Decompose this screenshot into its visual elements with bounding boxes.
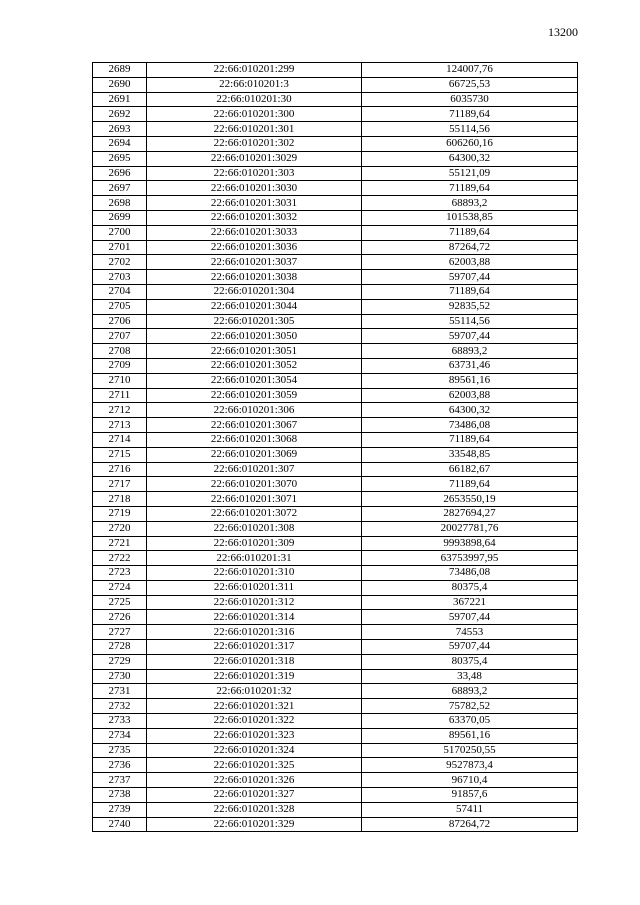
table-row <box>93 314 578 329</box>
table-row <box>93 181 578 196</box>
cadastral-value-cell: 66182,67 <box>362 462 578 477</box>
row-number-cell: 2728 <box>93 640 147 655</box>
row-number-cell: 2727 <box>93 625 147 640</box>
row-number-cell: 2722 <box>93 551 147 566</box>
row-number-cell: 2707 <box>93 329 147 344</box>
cadastral-value-cell: 68893,2 <box>362 196 578 211</box>
row-number-cell: 2740 <box>93 817 147 832</box>
row-number-cell: 2701 <box>93 240 147 255</box>
table-row <box>93 240 578 255</box>
cadastral-value-cell: 74553 <box>362 625 578 640</box>
cadastral-value-cell: 73486,08 <box>362 418 578 433</box>
cadastral-number-cell: 22:66:010201:3050 <box>147 329 362 344</box>
cadastral-number-cell: 22:66:010201:328 <box>147 802 362 817</box>
cadastral-value-cell: 63753997,95 <box>362 551 578 566</box>
table-row <box>93 817 578 832</box>
cadastral-number-cell: 22:66:010201:3051 <box>147 344 362 359</box>
cadastral-value-cell: 63731,46 <box>362 358 578 373</box>
cadastral-number-cell: 22:66:010201:300 <box>147 107 362 122</box>
cadastral-value-cell: 63370,05 <box>362 714 578 729</box>
row-number-cell: 2712 <box>93 403 147 418</box>
row-number-cell: 2736 <box>93 758 147 773</box>
cadastral-number-cell: 22:66:010201:3052 <box>147 358 362 373</box>
table-row <box>93 477 578 492</box>
cadastral-number-cell: 22:66:010201:3037 <box>147 255 362 270</box>
cadastral-value-cell: 2827694,27 <box>362 506 578 521</box>
cadastral-number-cell: 22:66:010201:302 <box>147 136 362 151</box>
row-number-cell: 2729 <box>93 654 147 669</box>
cadastral-number-cell: 22:66:010201:319 <box>147 669 362 684</box>
row-number-cell: 2696 <box>93 166 147 181</box>
page-number: 13200 <box>548 25 578 39</box>
cadastral-number-cell: 22:66:010201:326 <box>147 773 362 788</box>
cadastral-value-cell: 20027781,76 <box>362 521 578 536</box>
cadastral-value-cell: 75782,52 <box>362 699 578 714</box>
cadastral-number-cell: 22:66:010201:305 <box>147 314 362 329</box>
row-number-cell: 2718 <box>93 492 147 507</box>
cadastral-number-cell: 22:66:010201:32 <box>147 684 362 699</box>
table-row <box>93 551 578 566</box>
row-number-cell: 2691 <box>93 92 147 107</box>
cadastral-value-cell: 9993898,64 <box>362 536 578 551</box>
row-number-cell: 2702 <box>93 255 147 270</box>
cadastral-value-cell: 92835,52 <box>362 299 578 314</box>
table-row <box>93 77 578 92</box>
cadastral-number-cell: 22:66:010201:3059 <box>147 388 362 403</box>
cadastral-number-cell: 22:66:010201:307 <box>147 462 362 477</box>
row-number-cell: 2732 <box>93 699 147 714</box>
cadastral-value-cell: 367221 <box>362 595 578 610</box>
table-row <box>93 625 578 640</box>
cadastral-value-cell: 71189,64 <box>362 181 578 196</box>
table-row <box>93 107 578 122</box>
table-row <box>93 151 578 166</box>
table-row <box>93 92 578 107</box>
row-number-cell: 2699 <box>93 210 147 225</box>
cadastral-value-cell: 89561,16 <box>362 373 578 388</box>
row-number-cell: 2697 <box>93 181 147 196</box>
row-number-cell: 2698 <box>93 196 147 211</box>
cadastral-value-cell: 59707,44 <box>362 329 578 344</box>
row-number-cell: 2689 <box>93 63 147 78</box>
cadastral-value-cell: 66725,53 <box>362 77 578 92</box>
cadastral-number-cell: 22:66:010201:308 <box>147 521 362 536</box>
cadastral-number-cell: 22:66:010201:306 <box>147 403 362 418</box>
cadastral-value-cell: 71189,64 <box>362 284 578 299</box>
cadastral-number-cell: 22:66:010201:321 <box>147 699 362 714</box>
cadastral-value-cell: 606260,16 <box>362 136 578 151</box>
cadastral-value-cell: 64300,32 <box>362 403 578 418</box>
row-number-cell: 2721 <box>93 536 147 551</box>
table-row <box>93 329 578 344</box>
table-row <box>93 743 578 758</box>
cadastral-value-cell: 68893,2 <box>362 684 578 699</box>
cadastral-number-cell: 22:66:010201:3 <box>147 77 362 92</box>
cadastral-value-cell: 87264,72 <box>362 817 578 832</box>
row-number-cell: 2710 <box>93 373 147 388</box>
cadastral-number-cell: 22:66:010201:30 <box>147 92 362 107</box>
table-row <box>93 536 578 551</box>
table-row <box>93 373 578 388</box>
row-number-cell: 2694 <box>93 136 147 151</box>
row-number-cell: 2706 <box>93 314 147 329</box>
table-row <box>93 403 578 418</box>
cadastral-number-cell: 22:66:010201:3036 <box>147 240 362 255</box>
cadastral-value-cell: 55121,09 <box>362 166 578 181</box>
table-row <box>93 773 578 788</box>
cadastral-value-cell: 80375,4 <box>362 654 578 669</box>
cadastral-value-cell: 101538,85 <box>362 210 578 225</box>
cadastral-number-cell: 22:66:010201:310 <box>147 566 362 581</box>
cadastral-number-cell: 22:66:010201:3072 <box>147 506 362 521</box>
cadastral-value-cell: 71189,64 <box>362 225 578 240</box>
table-row <box>93 684 578 699</box>
cadastral-number-cell: 22:66:010201:327 <box>147 788 362 803</box>
cadastral-number-cell: 22:66:010201:303 <box>147 166 362 181</box>
row-number-cell: 2709 <box>93 358 147 373</box>
cadastral-value-cell: 55114,56 <box>362 314 578 329</box>
cadastral-value-cell: 57411 <box>362 802 578 817</box>
table-row <box>93 610 578 625</box>
row-number-cell: 2725 <box>93 595 147 610</box>
cadastral-value-cell: 71189,64 <box>362 107 578 122</box>
table-row <box>93 788 578 803</box>
row-number-cell: 2714 <box>93 432 147 447</box>
cadastral-number-cell: 22:66:010201:3068 <box>147 432 362 447</box>
cadastral-number-cell: 22:66:010201:311 <box>147 580 362 595</box>
row-number-cell: 2737 <box>93 773 147 788</box>
table-row <box>93 728 578 743</box>
row-number-cell: 2703 <box>93 270 147 285</box>
cadastral-value-cell: 62003,88 <box>362 255 578 270</box>
table-row <box>93 210 578 225</box>
table-row <box>93 506 578 521</box>
table-row <box>93 802 578 817</box>
cadastral-value-cell: 62003,88 <box>362 388 578 403</box>
cadastral-number-cell: 22:66:010201:325 <box>147 758 362 773</box>
cadastral-number-cell: 22:66:010201:3030 <box>147 181 362 196</box>
table-row <box>93 699 578 714</box>
table-row <box>93 580 578 595</box>
table-row <box>93 344 578 359</box>
table-row <box>93 284 578 299</box>
row-number-cell: 2692 <box>93 107 147 122</box>
table-row <box>93 447 578 462</box>
cadastral-number-cell: 22:66:010201:317 <box>147 640 362 655</box>
table-row <box>93 521 578 536</box>
row-number-cell: 2700 <box>93 225 147 240</box>
cadastral-value-cell: 59707,44 <box>362 270 578 285</box>
row-number-cell: 2719 <box>93 506 147 521</box>
cadastral-value-cell: 64300,32 <box>362 151 578 166</box>
row-number-cell: 2723 <box>93 566 147 581</box>
cadastral-number-cell: 22:66:010201:318 <box>147 654 362 669</box>
cadastral-number-cell: 22:66:010201:3069 <box>147 447 362 462</box>
cadastral-value-cell: 2653550,19 <box>362 492 578 507</box>
table-row <box>93 595 578 610</box>
cadastral-number-cell: 22:66:010201:322 <box>147 714 362 729</box>
cadastral-number-cell: 22:66:010201:314 <box>147 610 362 625</box>
cadastral-number-cell: 22:66:010201:3054 <box>147 373 362 388</box>
row-number-cell: 2716 <box>93 462 147 477</box>
row-number-cell: 2734 <box>93 728 147 743</box>
cadastral-number-cell: 22:66:010201:316 <box>147 625 362 640</box>
cadastral-value-cell: 73486,08 <box>362 566 578 581</box>
cadastral-number-cell: 22:66:010201:304 <box>147 284 362 299</box>
table-row <box>93 136 578 151</box>
table-row <box>93 418 578 433</box>
table-row <box>93 462 578 477</box>
table-body <box>93 63 578 832</box>
table-row <box>93 714 578 729</box>
cadastral-value-cell: 71189,64 <box>362 477 578 492</box>
table-row <box>93 166 578 181</box>
row-number-cell: 2695 <box>93 151 147 166</box>
cadastral-value-cell: 55114,56 <box>362 122 578 137</box>
row-number-cell: 2715 <box>93 447 147 462</box>
cadastral-value-cell: 33548,85 <box>362 447 578 462</box>
cadastral-number-cell: 22:66:010201:3033 <box>147 225 362 240</box>
row-number-cell: 2704 <box>93 284 147 299</box>
cadastral-number-cell: 22:66:010201:31 <box>147 551 362 566</box>
table-row <box>93 270 578 285</box>
row-number-cell: 2731 <box>93 684 147 699</box>
row-number-cell: 2730 <box>93 669 147 684</box>
cadastral-number-cell: 22:66:010201:3071 <box>147 492 362 507</box>
cadastral-number-cell: 22:66:010201:312 <box>147 595 362 610</box>
row-number-cell: 2739 <box>93 802 147 817</box>
cadastral-number-cell: 22:66:010201:323 <box>147 728 362 743</box>
row-number-cell: 2708 <box>93 344 147 359</box>
cadastral-value-cell: 87264,72 <box>362 240 578 255</box>
cadastral-number-cell: 22:66:010201:3032 <box>147 210 362 225</box>
cadastral-number-cell: 22:66:010201:3067 <box>147 418 362 433</box>
table-row <box>93 492 578 507</box>
table-row <box>93 255 578 270</box>
table-row <box>93 566 578 581</box>
cadastral-value-cell: 59707,44 <box>362 610 578 625</box>
cadastral-number-cell: 22:66:010201:324 <box>147 743 362 758</box>
cadastral-value-cell: 89561,16 <box>362 728 578 743</box>
table-row <box>93 358 578 373</box>
cadastral-value-cell: 68893,2 <box>362 344 578 359</box>
row-number-cell: 2720 <box>93 521 147 536</box>
cadastral-value-cell: 71189,64 <box>362 432 578 447</box>
cadastral-number-cell: 22:66:010201:3029 <box>147 151 362 166</box>
cadastral-number-cell: 22:66:010201:3031 <box>147 196 362 211</box>
table-row <box>93 63 578 78</box>
table-row <box>93 432 578 447</box>
row-number-cell: 2724 <box>93 580 147 595</box>
table-row <box>93 388 578 403</box>
cadastral-value-cell: 80375,4 <box>362 580 578 595</box>
row-number-cell: 2733 <box>93 714 147 729</box>
cadastral-value-table <box>92 62 578 832</box>
table-row <box>93 640 578 655</box>
table-row <box>93 654 578 669</box>
row-number-cell: 2726 <box>93 610 147 625</box>
row-number-cell: 2693 <box>93 122 147 137</box>
cadastral-value-cell: 96710,4 <box>362 773 578 788</box>
table-row <box>93 122 578 137</box>
table-row <box>93 299 578 314</box>
cadastral-number-cell: 22:66:010201:309 <box>147 536 362 551</box>
cadastral-number-cell: 22:66:010201:301 <box>147 122 362 137</box>
cadastral-value-cell: 5170250,55 <box>362 743 578 758</box>
cadastral-value-cell: 59707,44 <box>362 640 578 655</box>
table-row <box>93 196 578 211</box>
cadastral-number-cell: 22:66:010201:3070 <box>147 477 362 492</box>
row-number-cell: 2690 <box>93 77 147 92</box>
cadastral-value-cell: 91857,6 <box>362 788 578 803</box>
table-row <box>93 758 578 773</box>
cadastral-value-cell: 6035730 <box>362 92 578 107</box>
cadastral-value-cell: 9527873,4 <box>362 758 578 773</box>
table-row <box>93 669 578 684</box>
row-number-cell: 2705 <box>93 299 147 314</box>
row-number-cell: 2735 <box>93 743 147 758</box>
row-number-cell: 2738 <box>93 788 147 803</box>
row-number-cell: 2713 <box>93 418 147 433</box>
cadastral-value-cell: 124007,76 <box>362 63 578 78</box>
cadastral-number-cell: 22:66:010201:3038 <box>147 270 362 285</box>
cadastral-number-cell: 22:66:010201:3044 <box>147 299 362 314</box>
row-number-cell: 2717 <box>93 477 147 492</box>
cadastral-value-cell: 33,48 <box>362 669 578 684</box>
cadastral-number-cell: 22:66:010201:299 <box>147 63 362 78</box>
row-number-cell: 2711 <box>93 388 147 403</box>
table-row <box>93 225 578 240</box>
cadastral-number-cell: 22:66:010201:329 <box>147 817 362 832</box>
